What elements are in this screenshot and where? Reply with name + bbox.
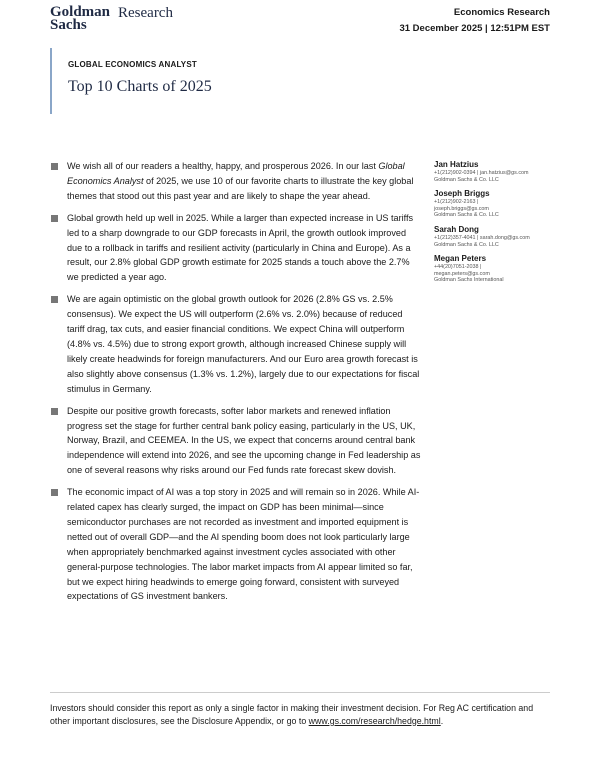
bullet-item (51, 485, 421, 604)
header-meta (399, 6, 550, 35)
author-email[interactable]: megan.peters@gs.com (434, 270, 490, 277)
report-title: Top 10 Charts of 2025 (68, 78, 212, 95)
bullet-text: Despite our positive growth forecasts, softer labor markets and renewed inflation progress set the stage for further central bank policy easing, particularly in the US, UK, Norway, Brazil, and CEEMEA. In the US, we expect that concerns around central bank independence will extend into 2026, and see the upcoming change in Fed leadership as one of several reasons why risks around our Fed funds rate forecast skew dovish. (67, 405, 421, 476)
author-firm: Goldman Sachs & Co. LLC (434, 241, 499, 248)
logo-line-2: Sachs (50, 17, 87, 33)
bullet-item (51, 211, 421, 286)
series-name: GLOBAL ECONOMICS ANALYST (68, 60, 197, 69)
author-name: Sarah Dong (434, 224, 479, 234)
bullet-item (51, 404, 421, 479)
disclosure-link[interactable]: www.gs.com/research/hedge.html (308, 715, 441, 726)
bullet-marker (51, 215, 58, 222)
author-card (434, 160, 559, 183)
author-phone: +1(212)902-2163 | (434, 199, 479, 206)
bullet-text: Global growth held up well in 2025. While a larger than expected increase in US tariffs led to a sharp downgrade to our GDP forecasts in April, the growth outlook improved due to a rollback in tariffs and resilient activity (particularly in China and Europe). As a result, our 2.8% global GDP growth estimate for 2025 stands a touch above the 2.7% we predicted a year ago. (67, 212, 414, 283)
disclosure-text: Investors should consider this report as only a single factor in making their investment decision. For Reg AC certification and other important disclosures, see the Disclosure Appendix, or go to www.gs.com/research/hedge.html. (50, 703, 534, 726)
author-firm: Goldman Sachs & Co. LLC (434, 176, 499, 183)
author-firm: Goldman Sachs International (434, 277, 504, 284)
author-card (434, 225, 559, 248)
footer-divider (50, 692, 550, 693)
bullet-marker (51, 296, 58, 303)
summary-bullets (51, 159, 421, 611)
bullet-item (51, 292, 421, 396)
logo-line-1: Goldman (50, 4, 111, 20)
author-contact[interactable]: +1(212)902-0394 | jan.hatzius@gs.com (434, 170, 529, 176)
emphasis-text: Global Economics Analyst (67, 161, 405, 186)
publication-name: Economics Research (453, 7, 550, 18)
author-phone: +44(20)7051-2038 | (434, 264, 482, 271)
author-card (434, 189, 559, 219)
bullet-item (51, 159, 421, 204)
bullet-marker (51, 489, 58, 496)
bullet-text: We are again optimistic on the global growth outlook for 2026 (2.8% GS vs. 2.5% consensus). We expect the US will outperform (2.6% vs. 2.0%) because of reduced tariff drag, tax cuts, and easier financial conditions. We expect China will outperform (4.8% vs. 4.5%) due to strong export growth, although increased Chinese supply will likely create headwinds for foreign manufacturers. And our Euro area growth forecast is also slightly above consensus (1.3% vs. 1.2%), largely due to our expectations for fiscal stimulus in Germany. (67, 294, 420, 394)
bullet-marker (51, 163, 58, 170)
author-card (434, 254, 559, 284)
author-list (434, 160, 559, 290)
title-accent-bar (50, 48, 52, 114)
author-contact[interactable]: +1(212)357-4041 | sarah.dong@gs.com (434, 234, 530, 241)
author-name: Megan Peters (434, 254, 487, 264)
bullet-text: We wish all of our readers a healthy, happy, and prosperous 2026. In our last Global Economics Analyst of 2025, we use 10 of our favorite charts to illustrate the key global themes that stood out this past year and are likely to shape the year ahead. (67, 161, 414, 201)
author-email[interactable]: joseph.briggs@gs.com (434, 205, 489, 212)
publication-date: 31 December 2025 | 12:51PM EST (399, 23, 550, 34)
author-firm: Goldman Sachs & Co. LLC (434, 212, 499, 219)
goldman-sachs-logo (50, 6, 110, 32)
author-name: Jan Hatzius (434, 160, 479, 169)
brand-research-label: Research (118, 5, 173, 21)
bullet-marker (51, 408, 58, 415)
author-name: Joseph Briggs (434, 189, 490, 199)
bullet-text: The economic impact of AI was a top story in 2025 and will remain so in 2026. While AI-related capex has clearly surged, the impact on GDP has been minimal—since semiconductor purchases are not recorded as investment and imported equipment is netted out of overall GDP—and the AI spending boom does not look particularly large when appropriately benchmarked against investment cycles associated with other general-purpose technologies. The labor market impacts from AI appear limited so far, but we expect hiring headwinds to emerge going forward, consistent with surveyed expectations of GS investment bankers. (67, 487, 420, 602)
